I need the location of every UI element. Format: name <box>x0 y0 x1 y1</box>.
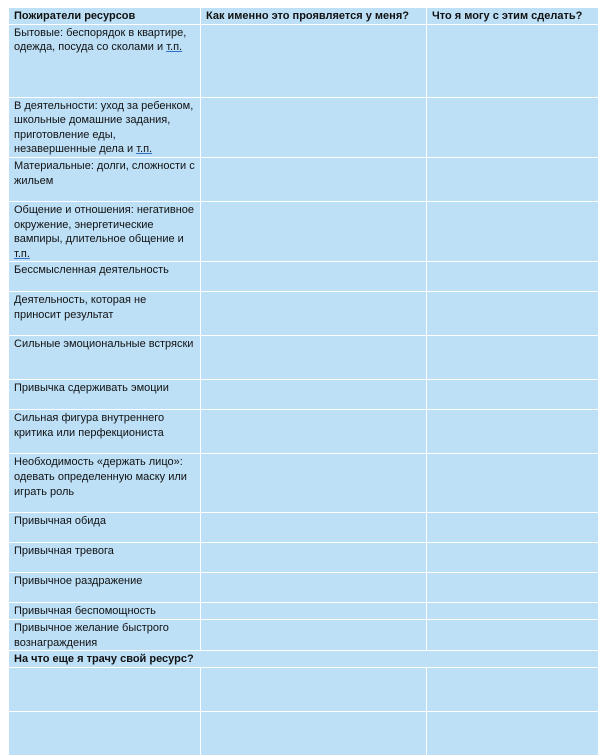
resource-cell: Необходимость «держать лицо»: одевать определенную маску или играть роль <box>9 454 201 513</box>
answer-cell-action[interactable] <box>427 336 599 380</box>
resource-cell: В деятельности: уход за ребенком, школьные домашние задания, приготовление еды, незавершенные дела и т.п. <box>9 97 201 157</box>
blank-cell-action[interactable] <box>427 711 599 755</box>
resource-cell: Бессмысленная деятельность <box>9 262 201 292</box>
answer-cell-how[interactable] <box>201 97 427 157</box>
blank-cell-resource[interactable] <box>9 711 201 755</box>
table-row <box>9 410 599 454</box>
table-row <box>9 454 599 513</box>
answer-cell-how[interactable] <box>201 24 427 97</box>
answer-cell-action[interactable] <box>427 201 599 261</box>
resource-table <box>8 7 599 756</box>
header-what-can-do: Что я могу с этим сделать? <box>427 8 599 25</box>
answer-cell-how[interactable] <box>201 380 427 410</box>
resource-cell: Привычное раздражение <box>9 573 201 603</box>
answer-cell-action[interactable] <box>427 573 599 603</box>
table-row <box>9 157 599 201</box>
table-row <box>9 201 599 261</box>
answer-cell-how[interactable] <box>201 410 427 454</box>
answer-cell-how[interactable] <box>201 454 427 513</box>
blank-row <box>9 667 599 711</box>
blank-cell-how[interactable] <box>201 667 427 711</box>
table-row <box>9 24 599 97</box>
answer-cell-action[interactable] <box>427 603 599 620</box>
table-row <box>9 573 599 603</box>
answer-cell-action[interactable] <box>427 157 599 201</box>
answer-cell-action[interactable] <box>427 262 599 292</box>
blank-cell-resource[interactable] <box>9 667 201 711</box>
answer-cell-how[interactable] <box>201 513 427 543</box>
section-row <box>9 651 599 668</box>
answer-cell-how[interactable] <box>201 603 427 620</box>
table-row <box>9 603 599 620</box>
resource-cell: Привычная беспомощность <box>9 603 201 620</box>
answer-cell-how[interactable] <box>201 573 427 603</box>
resource-cell: Привычная обида <box>9 513 201 543</box>
answer-cell-action[interactable] <box>427 292 599 336</box>
answer-cell-action[interactable] <box>427 454 599 513</box>
resource-cell: Общение и отношения: негативное окружение, энергетические вампиры, длительное общение и т.п. <box>9 201 201 261</box>
answer-cell-how[interactable] <box>201 157 427 201</box>
table-row <box>9 262 599 292</box>
answer-cell-action[interactable] <box>427 513 599 543</box>
header-resource-eaters: Пожиратели ресурсов <box>9 8 201 25</box>
resource-cell: Привычка сдерживать эмоции <box>9 380 201 410</box>
answer-cell-how[interactable] <box>201 292 427 336</box>
resource-cell: Привычное желание быстрого вознаграждения <box>9 619 201 650</box>
header-row <box>9 8 599 25</box>
resource-cell: Бытовые: беспорядок в квартире, одежда, посуда со сколами и т.п. <box>9 24 201 97</box>
answer-cell-action[interactable] <box>427 410 599 454</box>
answer-cell-action[interactable] <box>427 24 599 97</box>
answer-cell-how[interactable] <box>201 262 427 292</box>
answer-cell-action[interactable] <box>427 380 599 410</box>
table-row <box>9 380 599 410</box>
answer-cell-action[interactable] <box>427 543 599 573</box>
table-row <box>9 292 599 336</box>
resource-cell: Сильные эмоциональные встряски <box>9 336 201 380</box>
answer-cell-action[interactable] <box>427 97 599 157</box>
resource-cell: Сильная фигура внутреннего критика или перфекциониста <box>9 410 201 454</box>
abbrev-link: т.п. <box>166 41 183 54</box>
table-row <box>9 97 599 157</box>
blank-row <box>9 711 599 755</box>
answer-cell-how[interactable] <box>201 201 427 261</box>
resource-cell: Деятельность, которая не приносит результат <box>9 292 201 336</box>
resource-cell: Привычная тревога <box>9 543 201 573</box>
section-title: На что еще я трачу свой ресурс? <box>9 651 599 668</box>
table-row <box>9 543 599 573</box>
table-row <box>9 619 599 650</box>
answer-cell-how[interactable] <box>201 336 427 380</box>
abbrev-link: т.п. <box>136 143 153 156</box>
blank-cell-how[interactable] <box>201 711 427 755</box>
resource-cell: Материальные: долги, сложности с жильем <box>9 157 201 201</box>
blank-cell-action[interactable] <box>427 667 599 711</box>
answer-cell-action[interactable] <box>427 619 599 650</box>
header-how-manifests: Как именно это проявляется у меня? <box>201 8 427 25</box>
table-row <box>9 513 599 543</box>
answer-cell-how[interactable] <box>201 619 427 650</box>
abbrev-link: т.п. <box>14 247 30 260</box>
answer-cell-how[interactable] <box>201 543 427 573</box>
table-row <box>9 336 599 380</box>
resource-worksheet <box>8 7 598 756</box>
